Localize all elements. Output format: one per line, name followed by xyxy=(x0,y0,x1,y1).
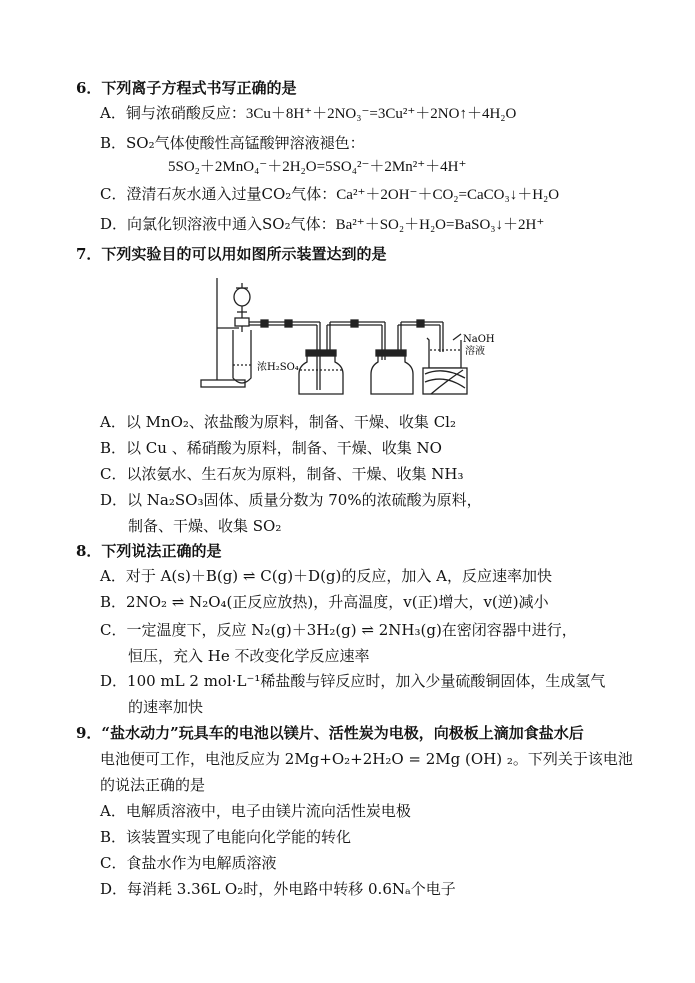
q6-option-b-equation: 5SO₂＋2MnO₄⁻＋2H₂O=5SO₄²⁻＋2Mn²⁺＋4H⁺ xyxy=(168,159,467,175)
q6-option-c xyxy=(100,183,559,206)
q6-option-c-equation: Ca²⁺＋2OH⁻＋CO₂=CaCO₃↓＋H₂O xyxy=(336,187,560,203)
q8-option-b: B．2NO₂ ⇌ N₂O₄(正反应放热)，升高温度，v(正)增大，v(逆)减小 xyxy=(100,593,549,611)
reaction-tube xyxy=(233,330,251,383)
q6-stem: 6．下列离子方程式书写正确的是 xyxy=(76,79,297,97)
q9-option-d: D．每消耗 3.36L O₂时，外电路中转移 0.6Nₐ个电子 xyxy=(100,880,456,898)
q7-option-d-line1: D．以 Na₂SO₃固体、质量分数为 70%的浓硫酸为原料， xyxy=(100,491,482,509)
naoh-beaker xyxy=(427,338,461,368)
stand-base xyxy=(201,380,245,387)
q9-stem-line1: 9．“盐水动力”玩具车的电池以镁片、活性炭为电极，向极板上滴加食盐水后 xyxy=(76,724,584,742)
q7-option-a: A．以 MnO₂、浓盐酸为原料，制备、干燥、收集 Cl₂ xyxy=(100,413,456,431)
q8-option-d-line2: 的速率加快 xyxy=(128,698,204,716)
q6-option-a-label: A．铜与浓硝酸反应： xyxy=(100,104,246,122)
apparatus-figure xyxy=(195,270,495,398)
q9-stem-line3: 的说法正确的是 xyxy=(100,776,206,794)
q6-option-a xyxy=(100,102,516,125)
q7-option-b: B．以 Cu 、稀硝酸为原料，制备、干燥、收集 NO xyxy=(100,439,442,457)
q8-option-d-line1: D．100 mL 2 mol·L⁻¹稀盐酸与锌反应时，加入少量硫酸铜固体，生成氢气 xyxy=(100,672,606,690)
collection-bottle xyxy=(371,356,413,394)
label-conc-sulfuric: 浓H₂SO₄ xyxy=(257,362,299,373)
separatory-funnel xyxy=(234,288,250,306)
q9-option-c: C．食盐水作为电解质溶液 xyxy=(100,854,277,872)
q8-option-a: A．对于 A(s)＋B(g) ⇌ C(g)＋D(g)的反应，加入 A，反应速率加快 xyxy=(100,567,552,585)
q8-option-c-line1: C．一定温度下，反应 N₂(g)＋3H₂(g) ⇌ 2NH₃(g)在密闭容器中进行， xyxy=(100,621,577,639)
label-naoh: NaOH xyxy=(463,334,495,345)
q9-stem-line2: 电池便可工作，电池反应为 2Mg+O₂+2H₂O = 2Mg (OH) ₂。下列关于该电池 xyxy=(100,750,633,768)
wash-bottle-stopper xyxy=(306,350,336,356)
q8-option-c-line2: 恒压，充入 He 不改变化学反应速率 xyxy=(128,647,370,665)
q7-option-c: C．以浓氨水、生石灰为原料，制备、干燥、收集 NH₃ xyxy=(100,465,464,483)
label-solution: 溶液 xyxy=(465,346,485,357)
q6-option-d-label: D．向氯化钡溶液中通入SO₂气体： xyxy=(100,215,336,233)
q6-option-d xyxy=(100,213,544,236)
q6-option-d-equation: Ba²⁺＋SO₂＋H₂O=BaSO₃↓＋2H⁺ xyxy=(335,217,545,233)
wash-bottle xyxy=(299,356,343,394)
q7-stem: 7．下列实验目的可以用如图所示装置达到的是 xyxy=(76,245,387,263)
q8-stem: 8．下列说法正确的是 xyxy=(76,542,222,560)
q6-option-b-label: B．SO₂气体使酸性高锰酸钾溶液褪色： xyxy=(100,134,365,152)
q9-option-a: A．电解质溶液中，电子由镁片流向活性炭电极 xyxy=(100,802,411,820)
q6-option-a-equation: 3Cu＋8H⁺＋2NO₃⁻=3Cu²⁺＋2NO↑＋4H₂O xyxy=(245,106,517,122)
q9-option-b: B．该装置实现了电能向化学能的转化 xyxy=(100,828,352,846)
q6-option-c-label: C．澄清石灰水通入过量CO₂气体： xyxy=(100,185,337,203)
q7-option-d-line2: 制备、干燥、收集 SO₂ xyxy=(128,517,282,535)
